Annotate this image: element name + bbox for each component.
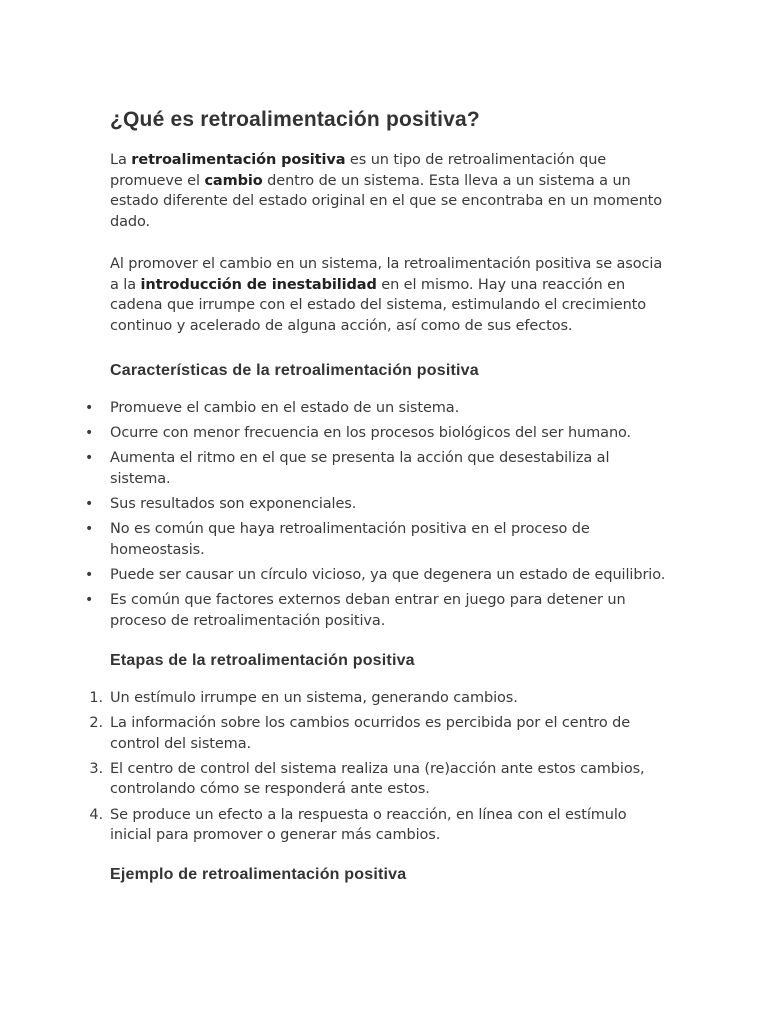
list-item xyxy=(85,423,670,444)
list-item xyxy=(89,713,670,754)
example-heading: Ejemplo de retroalimentación positiva xyxy=(110,866,407,884)
bullet-marker: • xyxy=(85,450,94,467)
list-number: 1. xyxy=(89,689,103,706)
bullet-marker: • xyxy=(85,592,94,609)
list-item xyxy=(85,398,670,419)
list-item-text: Puede ser causar un círculo vicioso, ya que degenera un estado de equilibrio. xyxy=(110,567,666,584)
characteristics-heading: Características de la retroalimentación positiva xyxy=(110,361,479,379)
stages-heading: Etapas de la retroalimentación positiva xyxy=(110,651,415,669)
list-item-text: Es común que factores externos deban entrar en juego para detener un proceso de retroalimentación positiva. xyxy=(110,592,626,629)
list-item xyxy=(85,590,670,631)
list-number: 2. xyxy=(89,714,103,731)
list-item-text: Se produce un efecto a la respuesta o reacción, en línea con el estímulo inicial para promover o generar más cambios. xyxy=(110,806,627,844)
intro-paragraph-1 xyxy=(110,150,670,233)
list-item xyxy=(85,519,670,560)
list-number: 3. xyxy=(89,760,103,777)
list-item xyxy=(89,805,670,846)
article xyxy=(85,104,670,887)
bullet-marker: • xyxy=(85,495,94,512)
bullet-marker: • xyxy=(85,521,94,538)
list-item-text: Promueve el cambio en el estado de un sistema. xyxy=(110,399,460,416)
text-run: La xyxy=(110,152,132,168)
text-run: es un tipo de retroalimentación que promueve el xyxy=(110,152,607,189)
characteristics-list xyxy=(85,398,670,632)
list-item-text: Aumenta el ritmo en el que se presenta la acción que desestabiliza al sistema. xyxy=(110,450,610,487)
stages-list xyxy=(89,688,670,846)
list-item xyxy=(85,448,670,489)
list-item-text: Ocurre con menor frecuencia en los procesos biológicos del ser humano. xyxy=(110,424,632,441)
text-run: dentro de un sistema. Esta lleva a un sistema a un estado diferente del estado original en el que se encontraba en un momento dado. xyxy=(110,172,663,231)
list-item-text: Un estímulo irrumpe en un sistema, generando cambios. xyxy=(110,689,518,706)
text-run: Al promover el cambio en un sistema, la retroalimentación positiva se asocia a la xyxy=(110,255,663,293)
list-item-text: La información sobre los cambios ocurridos es percibida por el centro de control del sistema. xyxy=(110,714,631,752)
bullet-marker: • xyxy=(85,399,94,416)
bold-term: introducción de inestabilidad xyxy=(140,276,377,293)
page-title: ¿Qué es retroalimentación positiva? xyxy=(110,108,480,131)
list-item xyxy=(89,688,670,709)
intro-paragraph-2 xyxy=(110,254,670,337)
list-item xyxy=(85,565,670,586)
text-run: en el mismo. Hay una reacción en cadena que irrumpe con el estado del sistema, estimulando el crecimiento continuo y acelerado de alguna acción, así como de sus efectos. xyxy=(110,276,647,334)
list-item-text: Sus resultados son exponenciales. xyxy=(110,495,357,512)
bullet-marker: • xyxy=(85,424,94,441)
bold-term: cambio xyxy=(204,172,263,189)
bold-term: retroalimentación positiva xyxy=(131,152,346,168)
bullet-marker: • xyxy=(85,567,94,584)
list-number: 4. xyxy=(89,806,103,823)
list-item-text: No es común que haya retroalimentación positiva en el proceso de homeostasis. xyxy=(110,521,590,558)
list-item-text: El centro de control del sistema realiza una (re)acción ante estos cambios, controlando cómo se responderá ante estos. xyxy=(110,760,645,798)
list-item xyxy=(89,759,670,800)
list-item xyxy=(85,494,670,515)
